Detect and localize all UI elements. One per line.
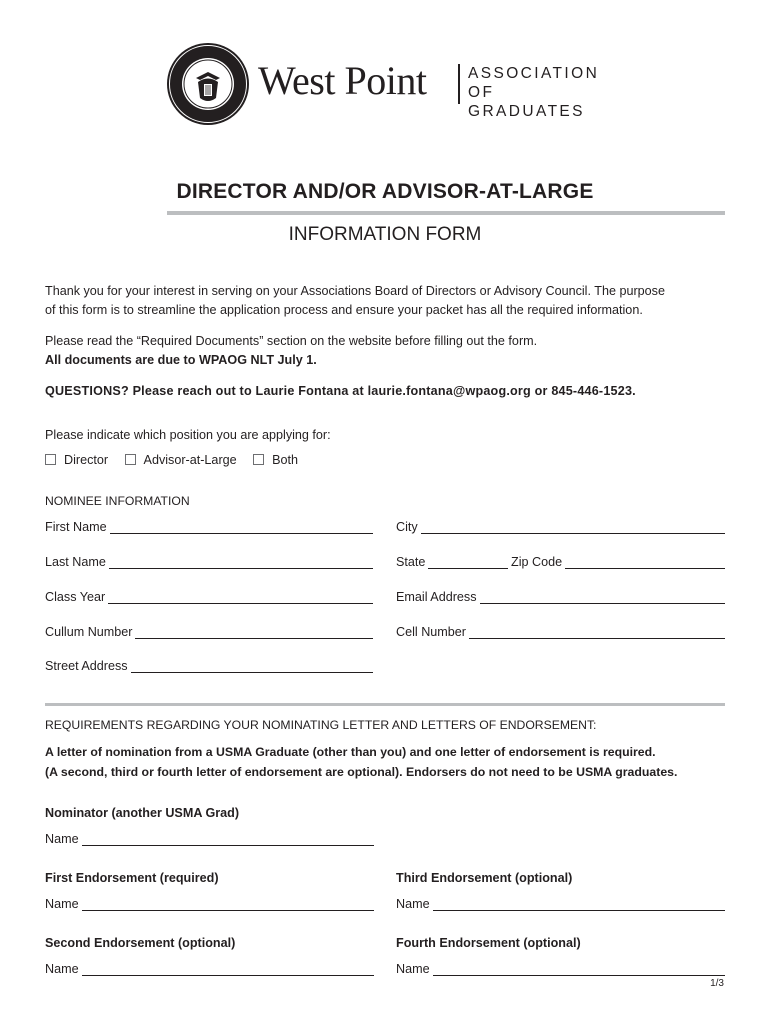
street-address-label: Street Address bbox=[45, 659, 128, 673]
first-endorsement-name-line[interactable] bbox=[82, 898, 374, 911]
last-name-field[interactable] bbox=[45, 555, 373, 569]
cell-number-label: Cell Number bbox=[396, 625, 466, 639]
class-year-field[interactable] bbox=[45, 590, 373, 604]
class-year-label: Class Year bbox=[45, 590, 106, 604]
section-divider bbox=[45, 703, 725, 706]
intro-line-1: Thank you for your interest in serving on your Associations Board of Directors or Advisory Council. The purpose bbox=[45, 284, 665, 298]
option-advisor-at-large[interactable] bbox=[125, 453, 237, 467]
position-options bbox=[45, 452, 310, 470]
second-endorsement-heading: Second Endorsement (optional) bbox=[45, 936, 236, 950]
street-address-line[interactable] bbox=[131, 660, 373, 673]
zip-code-label: Zip Code bbox=[511, 555, 563, 569]
first-endorsement-name-field[interactable] bbox=[45, 897, 374, 911]
intro-line-2: of this form is to streamline the application process and ensure your packet has all the required information. bbox=[45, 303, 643, 317]
option-advisor-label: Advisor-at-Large bbox=[143, 452, 237, 467]
first-name-line[interactable] bbox=[110, 521, 373, 534]
city-line[interactable] bbox=[421, 521, 725, 534]
cullum-number-field[interactable] bbox=[45, 625, 373, 639]
nominee-heading: NOMINEE INFORMATION bbox=[45, 494, 190, 508]
title-divider bbox=[167, 211, 725, 215]
nominator-heading: Nominator (another USMA Grad) bbox=[45, 806, 240, 820]
third-endorsement-name-label: Name bbox=[396, 897, 430, 911]
zip-code-line[interactable] bbox=[565, 556, 725, 569]
first-name-field[interactable] bbox=[45, 520, 373, 534]
logo bbox=[166, 42, 606, 126]
street-address-field[interactable] bbox=[45, 659, 373, 673]
email-address-line[interactable] bbox=[480, 591, 726, 604]
last-name-line[interactable] bbox=[109, 556, 373, 569]
logo-assoc-line2: OF GRADUATES bbox=[468, 84, 585, 120]
nominator-name-label: Name bbox=[45, 832, 79, 846]
first-name-label: First Name bbox=[45, 520, 107, 534]
fourth-endorsement-name-field[interactable] bbox=[396, 962, 725, 976]
first-endorsement-heading: First Endorsement (required) bbox=[45, 871, 219, 885]
nominator-name-field[interactable] bbox=[45, 832, 374, 846]
fourth-endorsement-name-label: Name bbox=[396, 962, 430, 976]
second-endorsement-name-label: Name bbox=[45, 962, 79, 976]
second-endorsement-name-line[interactable] bbox=[82, 963, 374, 976]
cullum-number-line[interactable] bbox=[135, 626, 373, 639]
email-address-label: Email Address bbox=[396, 590, 477, 604]
seal-icon bbox=[166, 42, 250, 126]
cell-number-line[interactable] bbox=[469, 626, 725, 639]
intro-deadline: All documents are due to WPAOG NLT July 1. bbox=[45, 353, 317, 367]
option-director[interactable] bbox=[45, 453, 108, 467]
director-checkbox[interactable] bbox=[45, 454, 56, 465]
page-subtitle: INFORMATION FORM bbox=[288, 224, 482, 245]
page-number: 1/3 bbox=[710, 978, 724, 989]
both-checkbox[interactable] bbox=[253, 454, 264, 465]
nominator-name-line[interactable] bbox=[82, 833, 374, 846]
intro-line-3: Please read the “Required Documents” section on the website before filling out the form. bbox=[45, 334, 538, 348]
state-label: State bbox=[396, 555, 426, 569]
third-endorsement-name-line[interactable] bbox=[433, 898, 725, 911]
advisor-at-large-checkbox[interactable] bbox=[125, 454, 136, 465]
logo-divider bbox=[458, 64, 460, 104]
third-endorsement-heading: Third Endorsement (optional) bbox=[396, 871, 573, 885]
questions-contact: QUESTIONS? Please reach out to Laurie Fontana at laurie.fontana@wpaog.org or 845-446-1523. bbox=[45, 384, 636, 398]
fourth-endorsement-name-line[interactable] bbox=[433, 963, 725, 976]
logo-west-point-text: West Point bbox=[258, 58, 427, 103]
class-year-line[interactable] bbox=[108, 591, 373, 604]
zip-code-field[interactable] bbox=[511, 555, 725, 569]
position-prompt: Please indicate which position you are applying for: bbox=[45, 428, 331, 442]
first-endorsement-name-label: Name bbox=[45, 897, 79, 911]
city-label: City bbox=[396, 520, 418, 534]
requirements-heading: REQUIREMENTS REGARDING YOUR NOMINATING LETTER AND LETTERS OF ENDORSEMENT: bbox=[45, 718, 597, 732]
state-field[interactable] bbox=[396, 555, 508, 569]
cullum-number-label: Cullum Number bbox=[45, 625, 133, 639]
option-director-label: Director bbox=[64, 452, 109, 467]
requirements-line-2: (A second, third or fourth letter of endorsement are optional). Endorsers do not need to be USMA graduates. bbox=[45, 765, 678, 779]
option-both-label: Both bbox=[272, 452, 299, 467]
cell-number-field[interactable] bbox=[396, 625, 725, 639]
state-line[interactable] bbox=[428, 556, 508, 569]
city-field[interactable] bbox=[396, 520, 725, 534]
email-address-field[interactable] bbox=[396, 590, 725, 604]
last-name-label: Last Name bbox=[45, 555, 106, 569]
third-endorsement-name-field[interactable] bbox=[396, 897, 725, 911]
logo-association-text bbox=[468, 64, 606, 121]
page-title: DIRECTOR AND/OR ADVISOR-AT-LARGE bbox=[176, 180, 594, 203]
fourth-endorsement-heading: Fourth Endorsement (optional) bbox=[396, 936, 581, 950]
requirements-line-1: A letter of nomination from a USMA Graduate (other than you) and one letter of endorsement is required. bbox=[45, 745, 656, 759]
second-endorsement-name-field[interactable] bbox=[45, 962, 374, 976]
option-both[interactable] bbox=[253, 453, 298, 467]
logo-assoc-line1: ASSOCIATION bbox=[468, 65, 600, 82]
